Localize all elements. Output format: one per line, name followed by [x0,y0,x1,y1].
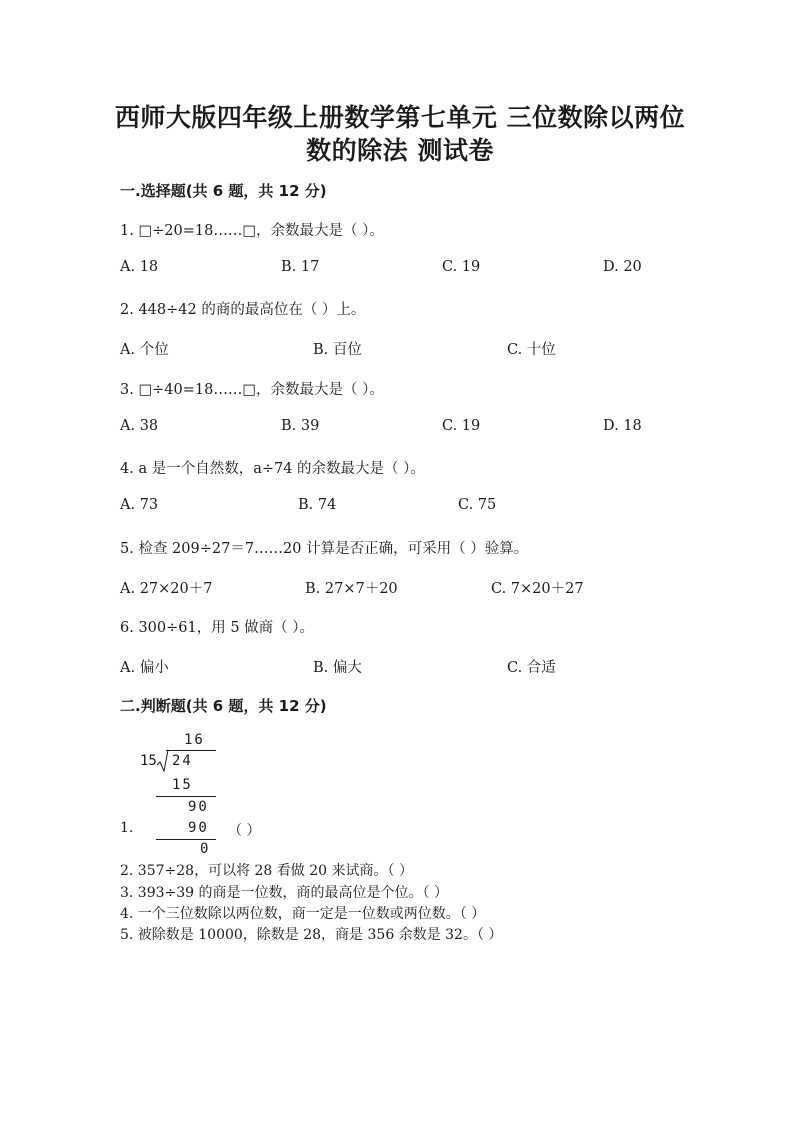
option-4b: B. 74 [298,497,337,513]
choice-question-5: 5. 检查 209÷27＝7……20 计算是否正确，可采用（ ）验算。 [120,541,529,557]
option-3c: C. 19 [442,418,481,434]
choice-question-3: 3. □÷40=18……□，余数最大是（ ）。 [120,382,384,398]
ld-step-1: 15 [172,777,193,793]
option-3a: A. 38 [120,418,159,434]
option-3d: D. 18 [603,418,642,434]
ld-line-2 [156,839,216,840]
option-5b: B. 27×7＋20 [305,581,398,597]
option-1d: D. 20 [603,259,642,275]
judgment-1-bracket: （ ） [228,823,261,839]
option-6b: B. 偏大 [313,660,362,676]
judgment-statement-2: 2. 357÷28，可以将 28 看做 20 来试商。（ ） [120,863,413,879]
choice-question-6: 6. 300÷61，用 5 做商（ ）。 [120,620,315,636]
section-heading-choice: 一.选择题(共 6 题，共 12 分) [120,182,327,200]
ld-quotient: 16 [184,732,205,748]
judgment-statement-4: 4. 一个三位数除以两位数，商一定是一位数或两位数。（ ） [120,906,486,922]
option-1a: A. 18 [120,259,159,275]
ld-line-1 [156,796,216,797]
ld-divisor: 15 [140,753,157,769]
choice-question-2: 2. 448÷42 的商的最高位在（ ）上。 [120,302,366,318]
ld-bracket-icon [156,749,170,773]
title-line-2: 数的除法 测试卷 [306,136,494,165]
option-5a: A. 27×20＋7 [120,581,213,597]
ld-bracket-top [166,750,216,751]
option-2a: A. 个位 [120,342,169,358]
option-5c: C. 7×20＋27 [491,581,584,597]
option-3b: B. 39 [281,418,320,434]
judgment-1-number: 1. [120,820,134,836]
ld-dividend: 24 [172,753,193,769]
choice-question-4: 4. a 是一个自然数，a÷74 的余数最大是（ ）。 [120,461,425,477]
judgment-statement-3: 3. 393÷39 的商是一位数，商的最高位是个位。（ ） [120,885,448,901]
option-2b: B. 百位 [313,342,362,358]
ld-remainder: 0 [200,841,211,857]
option-1c: C. 19 [442,259,481,275]
option-4a: A. 73 [120,497,159,513]
option-1b: B. 17 [281,259,320,275]
option-6a: A. 偏小 [120,660,169,676]
option-2c: C. 十位 [507,342,556,358]
judgment-statement-5: 5. 被除数是 10000，除数是 28，商是 356 余数是 32。（ ） [120,927,503,943]
ld-step-2: 90 [188,799,209,815]
option-6c: C. 合适 [507,660,556,676]
title-line-1: 西师大版四年级上册数学第七单元 三位数除以两位 [114,103,686,132]
section-heading-judgment: 二.判断题(共 6 题，共 12 分) [120,697,327,715]
option-4c: C. 75 [458,497,497,513]
choice-question-1: 1. □÷20=18……□，余数最大是（ ）。 [120,223,384,239]
ld-step-3: 90 [188,820,209,836]
